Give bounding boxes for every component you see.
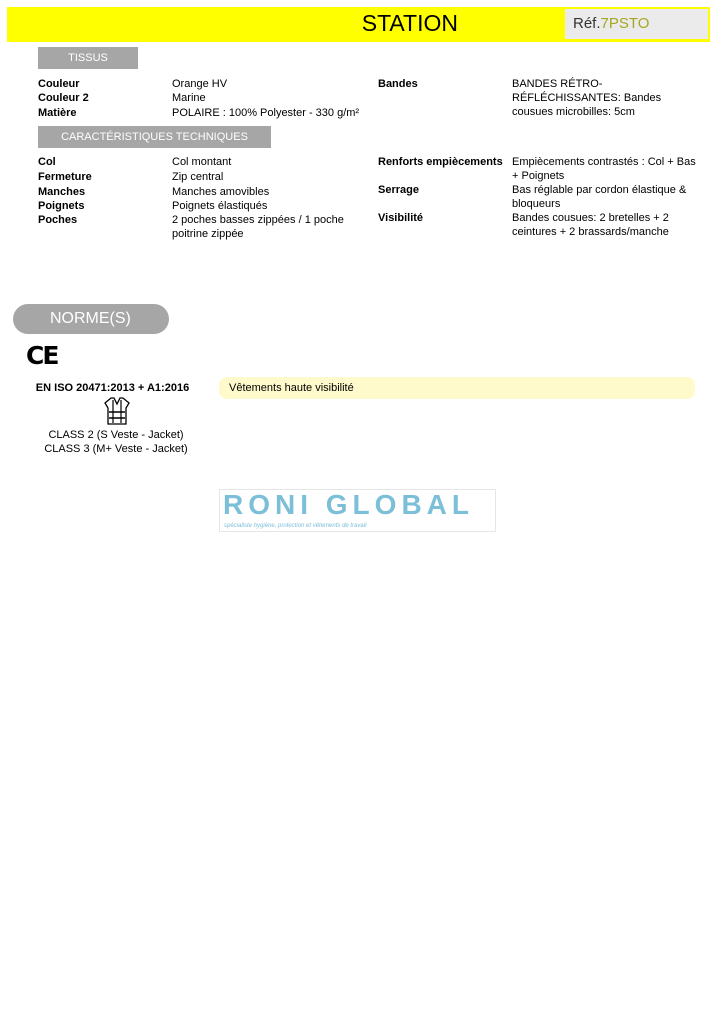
logo-tagline: spécialiste hygiène, protection et vêtements de travail: [224, 523, 367, 529]
header-title-wrap: [0, 8, 565, 38]
value-serrage-line2: bloqueurs: [512, 198, 561, 210]
tab-tissus: TISSUS: [38, 47, 138, 69]
label-fermeture: Fermeture: [38, 171, 92, 183]
label-matiere: Matière: [38, 107, 77, 119]
value-poches-line2: poitrine zippée: [172, 228, 244, 240]
label-couleur-2: Couleur 2: [38, 92, 89, 104]
label-col: Col: [38, 156, 56, 168]
value-visibilite-line2: ceintures + 2 brassards/manche: [512, 226, 669, 238]
ref-value: 7PSTO: [600, 15, 650, 32]
ref-label: Réf.: [573, 15, 601, 32]
normes-heading: NORME(S): [13, 304, 169, 334]
label-manches: Manches: [38, 186, 86, 198]
value-bandes-line1: BANDES RÉTRO-: [512, 78, 603, 90]
label-renforts: Renforts empiècements: [378, 156, 503, 168]
value-bandes-line3: cousues microbilles: 5cm: [512, 106, 635, 118]
class-line-2: CLASS 3 (M+ Veste - Jacket): [44, 443, 188, 455]
page-title: STATION: [361, 10, 458, 36]
label-poches: Poches: [38, 214, 78, 226]
value-manches: Manches amovibles: [172, 186, 270, 198]
value-matiere: POLAIRE : 100% Polyester - 330 g/m²: [172, 107, 360, 119]
label-bandes: Bandes: [378, 78, 418, 90]
label-serrage: Serrage: [378, 184, 419, 196]
value-renforts-line1: Empiècements contrastés : Col + Bas: [512, 156, 696, 168]
value-serrage-line1: Bas réglable par cordon élastique &: [512, 184, 687, 196]
tab-caracteristiques: CARACTÉRISTIQUES TECHNIQUES: [38, 126, 271, 148]
class-line-1: CLASS 2 (S Veste - Jacket): [48, 429, 184, 441]
hi-vis-vest-icon: [104, 397, 130, 425]
value-visibilite-line1: Bandes cousues: 2 bretelles + 2: [512, 212, 669, 224]
label-visibilite: Visibilité: [378, 212, 424, 224]
company-logo: RONI GLOBAL: [223, 489, 474, 520]
label-couleur: Couleur: [38, 78, 80, 90]
label-poignets: Poignets: [38, 200, 85, 212]
standard-code: EN ISO 20471:2013 + A1:2016: [35, 382, 190, 394]
value-poignets: Poignets élastiqués: [172, 200, 268, 212]
value-fermeture: Zip central: [172, 171, 224, 183]
value-bandes-line2: RÉFLÉCHISSANTES: Bandes: [512, 92, 662, 104]
value-couleur: Orange HV: [172, 78, 228, 90]
standard-description: Vêtements haute visibilité: [219, 377, 695, 399]
value-poches-line1: 2 poches basses zippées / 1 poche: [172, 214, 344, 226]
reference-box: [565, 9, 708, 39]
value-col: Col montant: [172, 156, 232, 168]
ce-mark-icon: CE: [26, 341, 58, 370]
value-renforts-line2: + Poignets: [512, 170, 565, 182]
value-couleur-2: Marine: [172, 92, 206, 104]
